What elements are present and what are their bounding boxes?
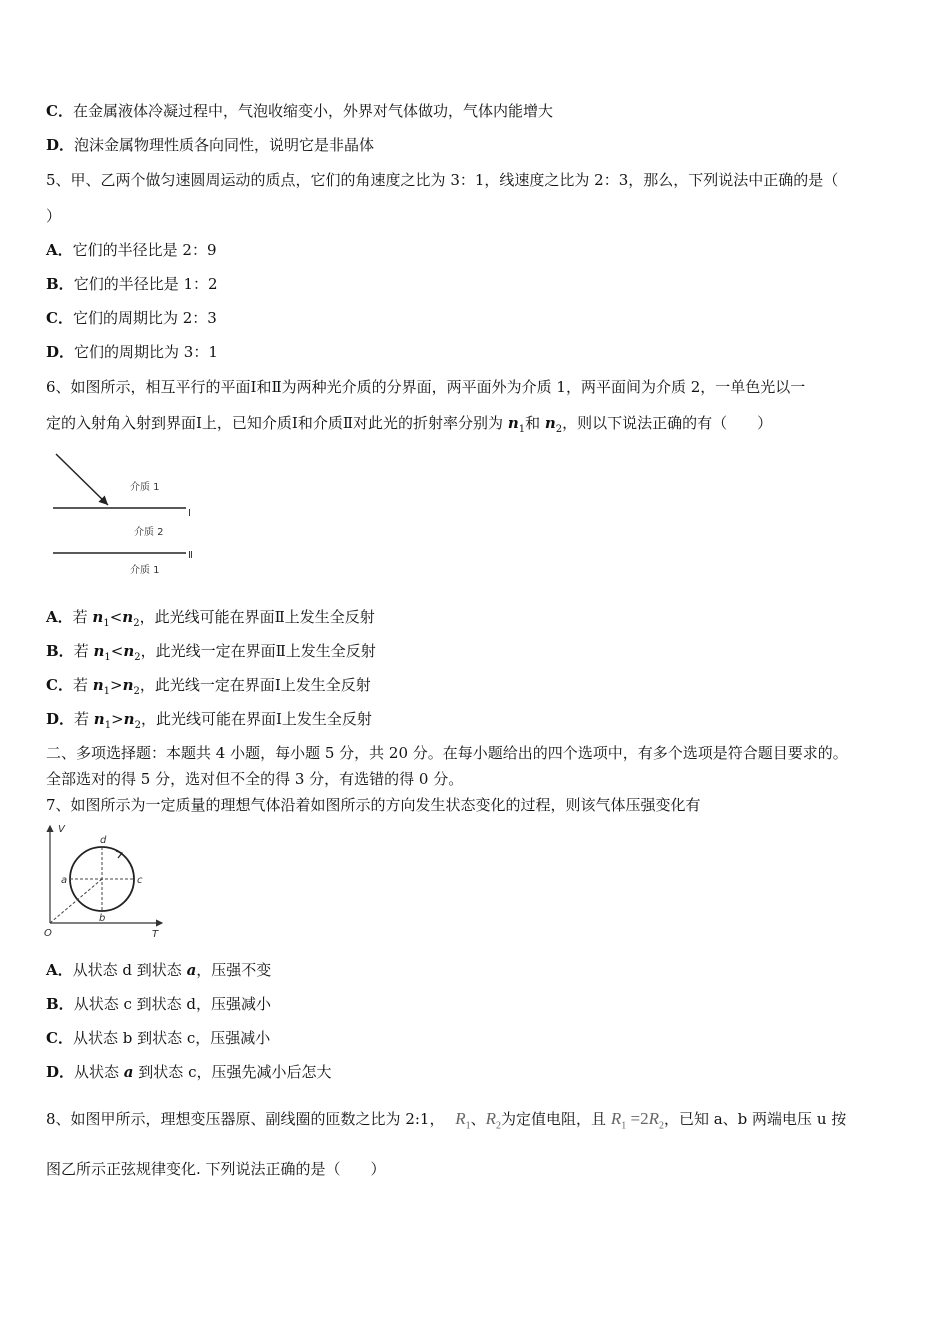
q5-option-c	[46, 308, 217, 328]
r1-symbol	[455, 1109, 471, 1132]
r-letter: R	[485, 1109, 497, 1128]
q8-stem-line1	[46, 1106, 846, 1139]
n1-symbol: n	[93, 642, 105, 660]
n2-symbol: n	[122, 676, 134, 694]
n1-sub: 1	[104, 652, 111, 663]
medium1-bottom-label: 介质 1	[130, 565, 160, 576]
direction-arrow-icon	[116, 851, 122, 858]
option-pre: 若	[72, 608, 93, 626]
operator: <	[110, 642, 124, 660]
point-d-label: d	[100, 835, 107, 846]
incident-ray	[56, 454, 108, 505]
q5-option-d	[46, 342, 218, 362]
option-text: ，此光线可能在界面Ⅱ上发生全反射	[139, 608, 375, 626]
q5-option-a	[46, 240, 217, 260]
option-text: 它们的周期比为 2：3	[72, 309, 217, 327]
stem-text: ，则以下说法正确的有（ ）	[562, 414, 773, 432]
n1-symbol: n	[92, 676, 104, 694]
stem-text: 定的入射角入射到界面Ⅰ上，已知介质Ⅰ和介质Ⅱ对此光的折射率分别为	[46, 414, 508, 432]
q7-option-b	[46, 994, 271, 1014]
stem-text: 和	[525, 414, 545, 432]
option-post: ，压强不变	[196, 961, 272, 979]
option-pre: 从状态	[74, 1063, 124, 1081]
section2-instructions-line2: 全部选对的得 5 分，选对但不全的得 3 分，有选错的得 0 分。	[46, 770, 464, 788]
n1-sub: 1	[103, 618, 110, 629]
option-pre: 若	[74, 710, 94, 728]
n2-symbol: n	[544, 414, 556, 432]
n1-sub: 1	[104, 720, 112, 731]
refraction-diagram	[48, 450, 218, 585]
point-a-label: a	[61, 875, 68, 886]
option-text: ，此光线可能在界面Ⅰ上发生全反射	[140, 710, 372, 728]
operator: <	[109, 608, 123, 626]
option-italic: a	[123, 1063, 134, 1081]
operator: >	[111, 710, 124, 728]
point-b-label: b	[99, 913, 106, 924]
option-label: C．	[46, 102, 73, 120]
option-text: ，此光线一定在界面Ⅱ上发生全反射	[140, 642, 376, 660]
n2-sub: 2	[134, 720, 141, 731]
n2-sub: 2	[134, 652, 141, 663]
option-label: C．	[46, 1029, 73, 1047]
q6-option-b	[46, 641, 376, 668]
t-axis-label: T	[152, 929, 159, 940]
medium1-top-label: 介质 1	[130, 482, 160, 493]
option-pre: 从状态 c 到状态 d，压强减小	[73, 995, 271, 1013]
r-sub: 1	[621, 1120, 627, 1132]
n2-sub: 2	[555, 424, 563, 435]
option-label: B．	[46, 995, 74, 1013]
n1-sub: 1	[518, 424, 526, 435]
option-label: B．	[46, 642, 74, 660]
option-text: 在金属液体冷凝过程中，气泡收缩变小，外界对气体做功，气体内能增大	[72, 102, 553, 120]
n2-symbol: n	[123, 642, 135, 660]
q5-stem-line2: ）	[46, 207, 62, 225]
q7-stem: 7、如图所示为一定质量的理想气体沿着如图所示的方向发生状态变化的过程，则该气体压强变化有	[46, 796, 701, 814]
q6-option-d	[46, 709, 372, 736]
q6-stem-line2	[46, 413, 772, 440]
q5-option-b	[46, 274, 218, 294]
option-label: A．	[46, 608, 73, 626]
stem-text: 为定值电阻，且	[501, 1110, 607, 1128]
q4-option-d	[46, 135, 374, 155]
separator: 、	[470, 1110, 486, 1128]
option-pre: 若	[73, 642, 94, 660]
v-axis-label: V	[58, 824, 65, 835]
option-post: 到状态 c，压强先减小后怎大	[133, 1063, 332, 1081]
q4-option-c	[46, 101, 553, 121]
q8-stem-line2: 图乙所示正弦规律变化. 下列说法正确的是（ ）	[46, 1160, 386, 1178]
dashed-origin-line	[50, 879, 102, 923]
option-pre: 从状态 d 到状态	[72, 961, 187, 979]
n2-symbol: n	[123, 710, 135, 728]
r-letter: R	[610, 1109, 622, 1128]
n2-symbol: n	[122, 608, 134, 626]
option-text: 泡沫金属物理性质各向同性，说明它是非晶体	[74, 136, 375, 154]
n2-sub: 2	[133, 686, 140, 697]
n1-symbol: n	[93, 710, 105, 728]
q5-stem-line1: 5、甲、乙两个做匀速圆周运动的质点，它们的角速度之比为 3：1，线速度之比为 2：3，那么，下列说法中正确的是（	[46, 171, 839, 189]
r-sub: 2	[496, 1120, 502, 1132]
section2-instructions-line1: 二、多项选择题：本题共 4 小题，每小题 5 分，共 20 分。在每小题给出的四个选项中，有多个选项是符合题目要求的。	[46, 744, 848, 762]
n1-sub: 1	[103, 686, 111, 697]
option-label: D．	[46, 710, 75, 728]
q6-option-c	[46, 675, 371, 702]
origin-label: O	[44, 928, 52, 939]
option-pre: 从状态 b 到状态 c，压强减小	[72, 1029, 271, 1047]
option-label: C．	[46, 676, 73, 694]
q7-option-d	[46, 1062, 331, 1082]
n2-sub: 2	[133, 618, 140, 629]
option-italic: a	[186, 961, 197, 979]
interface-2-label: Ⅱ	[188, 550, 193, 561]
point-c-label: c	[137, 875, 143, 886]
eq-sign: =2	[626, 1109, 649, 1128]
q6-stem-line1: 6、如图所示，相互平行的平面Ⅰ和Ⅱ为两种光介质的分界面，两平面外为介质 1，两平面间为介质 2，一单色光以一	[46, 378, 806, 396]
option-label: A．	[46, 961, 73, 979]
r-letter: R	[648, 1109, 659, 1128]
option-text: 它们的半径比是 1：2	[73, 275, 218, 293]
option-label: D．	[46, 136, 75, 154]
n1-symbol: n	[507, 414, 519, 432]
q6-option-a	[46, 607, 375, 634]
option-label: B．	[46, 275, 74, 293]
medium2-label: 介质 2	[134, 527, 164, 538]
option-pre: 若	[72, 676, 93, 694]
q7-option-c	[46, 1028, 270, 1048]
q7-option-a	[46, 960, 271, 980]
r2-symbol	[485, 1109, 502, 1132]
option-label: D．	[46, 343, 75, 361]
option-text: 它们的周期比为 3：1	[74, 343, 218, 361]
operator: >	[110, 676, 123, 694]
interface-1-label: Ⅰ	[188, 508, 191, 519]
option-label: C．	[46, 309, 73, 327]
option-label: A．	[46, 241, 73, 259]
r-equation	[610, 1109, 664, 1132]
vt-diagram	[44, 820, 169, 940]
option-text: ，此光线一定在界面Ⅰ上发生全反射	[139, 676, 371, 694]
option-text: 它们的半径比是 2：9	[72, 241, 217, 259]
r-sub: 2	[658, 1120, 664, 1132]
r-letter: R	[455, 1109, 466, 1128]
n1-symbol: n	[92, 608, 104, 626]
stem-text: 8、如图甲所示，理想变压器原、副线圈的匝数之比为 2:1，	[46, 1110, 445, 1128]
option-label: D．	[46, 1063, 75, 1081]
stem-text: ，已知 a、b 两端电压 u 按	[663, 1110, 847, 1128]
r-sub: 1	[465, 1120, 471, 1132]
